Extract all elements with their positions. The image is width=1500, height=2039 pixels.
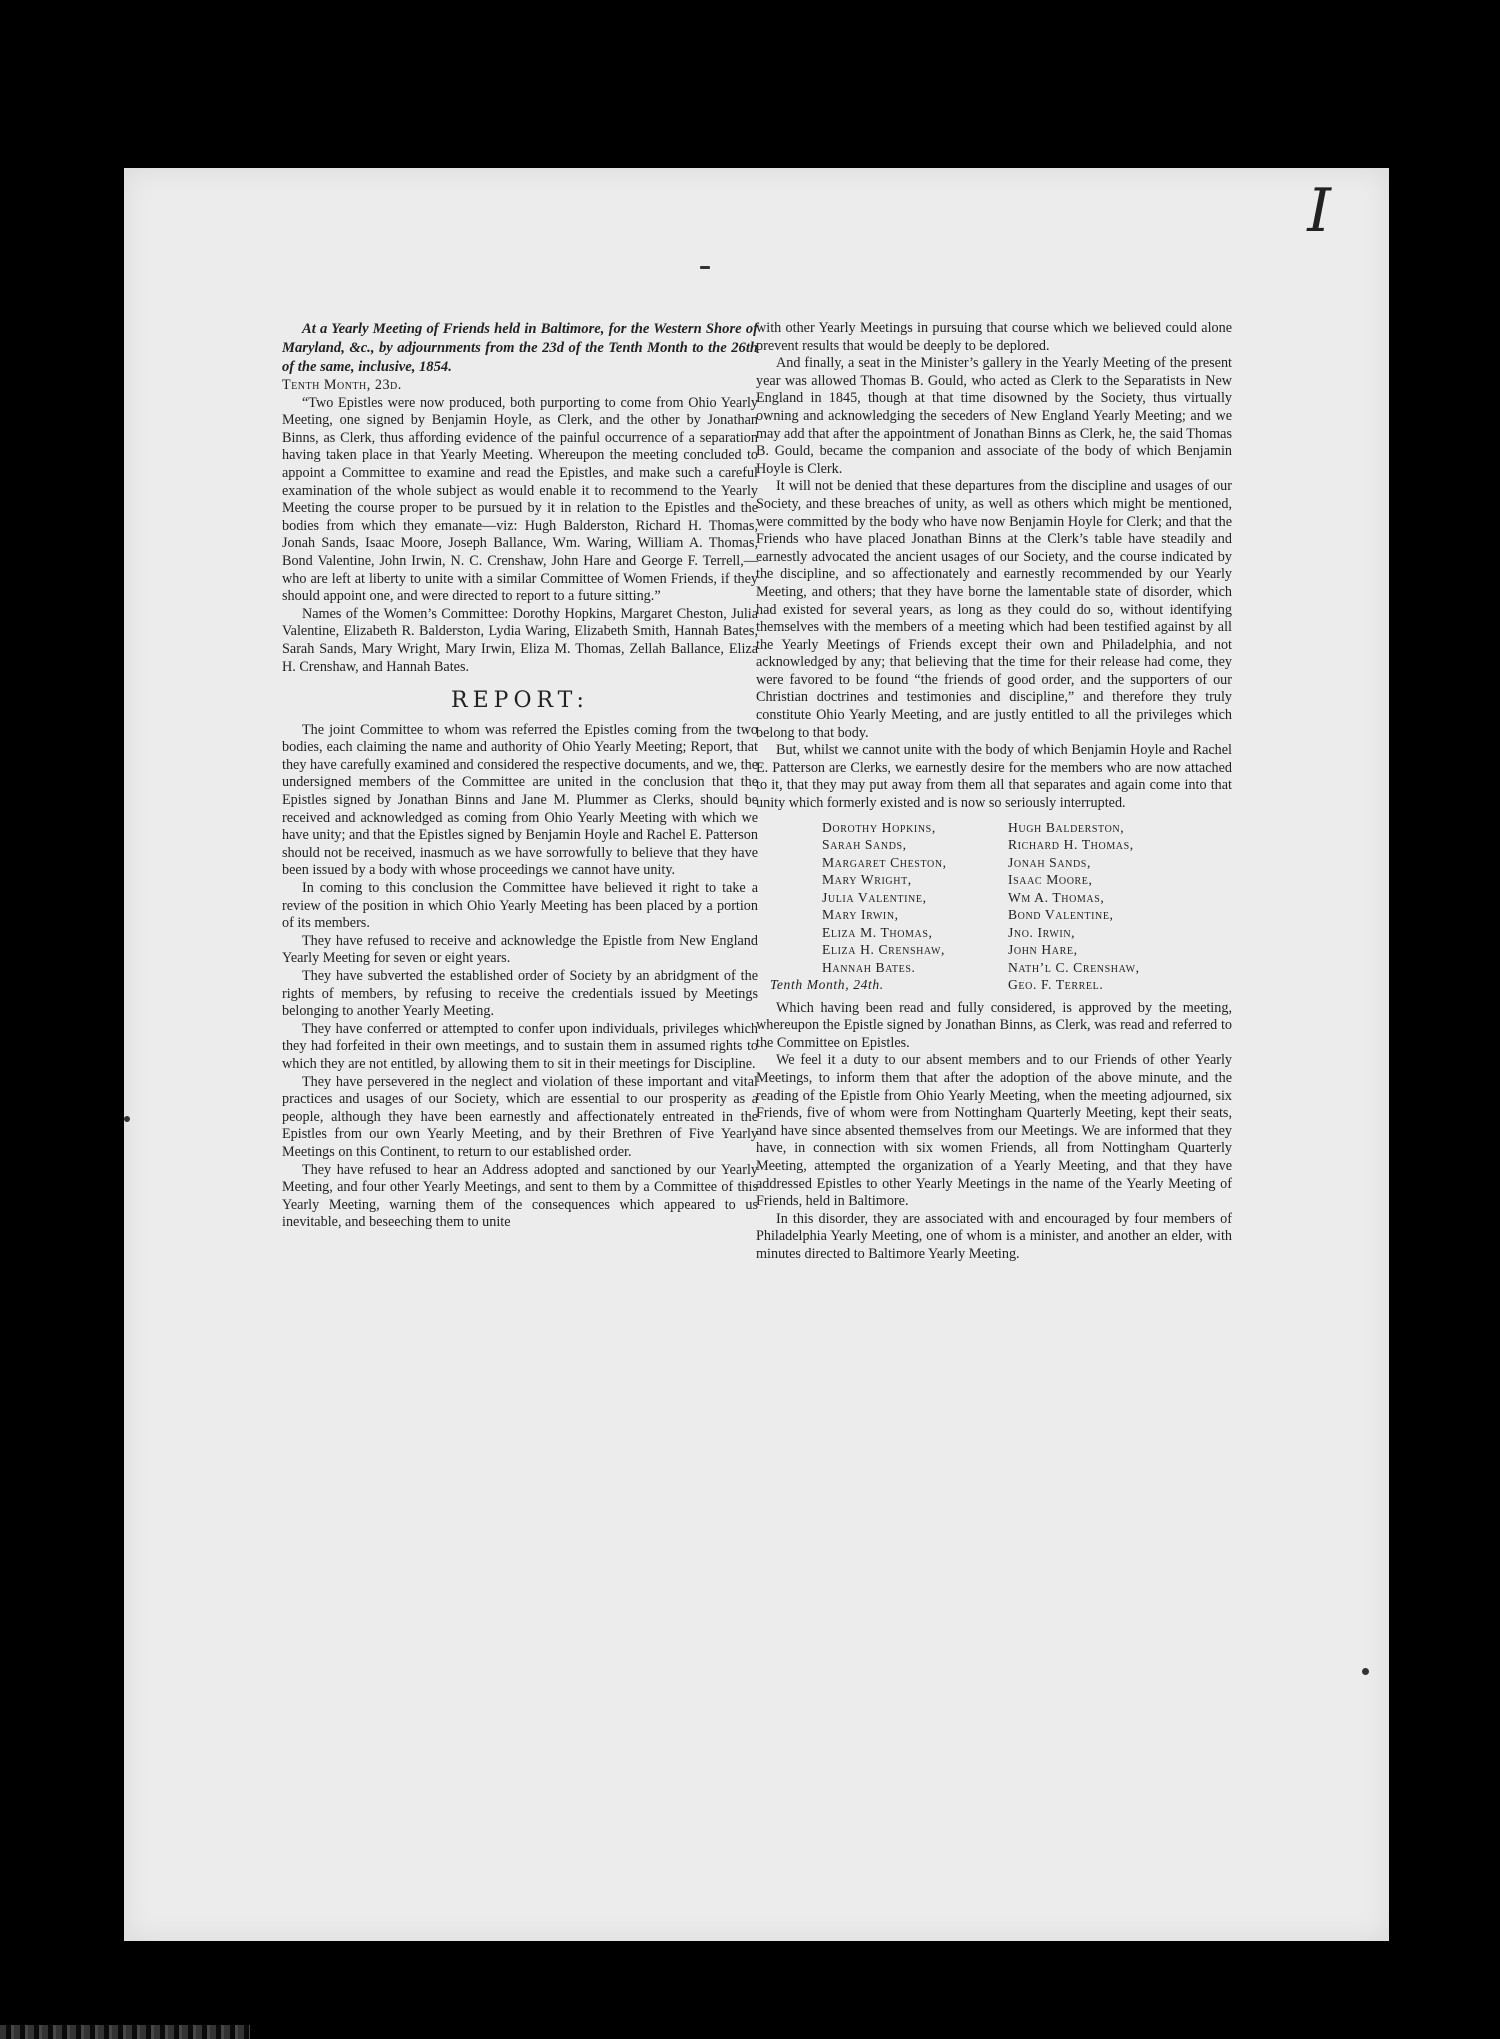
document-heading: At a Yearly Meeting of Friends held in Baltimore, for the Western Shore of Maryland, &c., by adjournments from the 23d of the Tenth Month to the 26th of the same, inclusive, 1854. [282,321,758,375]
paragraph: In this disorder, they are associated with and encouraged by four members of Philadelphia Yearly Meeting, one of whom is a minister, and another an elder, with minutes directed to Baltimore Yearly Meeting. [756,1210,1232,1262]
paragraph: And finally, a seat in the Minister’s gallery in the Yearly Meeting of the present year was allowed Thomas B. Gould, who acted as Clerk to the Separatists in New England in 1845, though at that time disowned by the Society, thus virtually owning and acknowledging the seceders of New England Yearly Meeting; and we may add that after the appointment of Jonathan Binns as Clerk, he, the said Thomas B. Gould, became the companion and associate of the body of which Benjamin Hoyle is Clerk. [756,355,1232,477]
signer-name: Hugh Balderston, [1008,819,1125,835]
paragraph: They have refused to receive and acknowledge the Epistle from New England Yearly Meeting for seven or eight years. [282,932,758,967]
signer-name: Mary Irwin, [822,907,899,923]
signer-name: Wm A. Thomas, [1008,889,1105,905]
paragraph: They have refused to hear an Address adopted and sanctioned by our Yearly Meeting, and four other Yearly Meetings, and sent to them by a Committee of this Yearly Meeting, warning them of the consequences which appeared to us inevitable, and beseeching them to unite [282,1161,758,1231]
paragraph: The joint Committee to whom was referred the Epistles coming from the two bodies, each claiming the name and authority of Ohio Yearly Meeting; Report, that they have carefully examined and considered the respective documents, and we, the undersigned members of the Committee are united in the conclusion that the Epistles signed by Jonathan Binns and Jane M. Plummer as Clerks, should be received and acknowledged as coming from Ohio Yearly Meeting with which we have unity; and that the Epistles signed by Benjamin Hoyle and Rachel E. Patterson should not be received, inasmuch as we have sorrowfully to believe that they have been issued by a body with whose proceedings we cannot have unity. [282,721,758,879]
ink-speck [1362,1668,1369,1675]
paragraph: They have conferred or attempted to confer upon individuals, privileges which they had forfeited in their own meetings, and to sustain them in assumed rights to which they are not entitled, by allowing them to sit in their meetings for Discipline. [282,1020,758,1072]
signer-name: Jonah Sands, [1008,854,1091,870]
signer-name: Sarah Sands, [822,837,907,853]
signer-name: Jno. Irwin, [1008,924,1076,940]
signer-name: Dorothy Hopkins, [822,819,936,835]
signer-name: Hannah Bates. [822,959,916,975]
paragraph: In coming to this conclusion the Committee have believed it right to take a review of the position in which Ohio Yearly Meeting has been placed by a portion of its members. [282,880,758,932]
paragraph: Names of the Women’s Committee: Dorothy Hopkins, Margaret Cheston, Julia Valentine, Elizabeth R. Balderston, Lydia Waring, Elizabeth Smith, Hannah Bates, Sarah Sands, Mary Wright, Mary Irwin, Eliza M. Thomas, Zellah Ballance, Eliza H. Crenshaw, and Hannah Bates. [282,605,758,675]
signer-name: Geo. F. Terrel. [1008,977,1104,993]
signers-women [770,819,978,994]
signer-name: Mary Wright, [822,872,912,888]
scan-edge-strip [0,2025,250,2039]
signer-name: Bond Valentine, [1008,907,1114,923]
signers-men [1008,819,1218,994]
signed-date: Tenth Month, 24th. [770,977,884,993]
signer-name: Julia Valentine, [822,889,927,905]
signer-name: Eliza M. Thomas, [822,924,933,940]
date-line: Tenth Month, 23d. [282,377,402,393]
signer-name: Nath’l C. Crenshaw, [1008,959,1140,975]
paragraph: with other Yearly Meetings in pursuing that course which we believed could alone prevent results that would be deeply to be deplored. [756,320,1232,354]
signatories [756,819,1232,994]
signer-name: Margaret Cheston, [822,854,947,870]
report-title: REPORT: [451,688,589,714]
paragraph: It will not be denied that these departures from the discipline and usages of our Society, and these breaches of unity, as well as others which might be mentioned, were committed by the body who have now Benjamin Hoyle for Clerk; and that the Friends who have placed Jonathan Binns at the Clerk’s table have steadily and earnestly advocated the ancient usages of our Society, and the course indicated by the discipline, and so affectionately and earnestly recommended by our Yearly Meeting, and others; that they have borne the lamentable state of disorder, which had existed for several years, as long as they could do so, without identifying themselves with the members of a meeting which had been testified against by all the Yearly Meetings of Friends except their own and Philadelphia, and not acknowledged by any; that believing that the time for their release had come, they were favored to be found “the friends of good order, and the supporters of our Christian doctrines and testimonies and discipline,” and therefore they truly constitute Ohio Yearly Meeting, and are justly entitled to all the privileges which belong to that body. [756,478,1232,741]
ink-speck [700,266,710,269]
paragraph: “Two Epistles were now produced, both purporting to come from Ohio Yearly Meeting, one signed by Benjamin Hoyle, as Clerk, and the other by Jonathan Binns, as Clerk, thus affording evidence of the painful occurrence of a separation having taken place in that Yearly Meeting. Whereupon the meeting concluded to appoint a Committee to examine and read the Epistles, and make such a careful examination of the whole subject as would enable it to recommend to the Yearly Meeting the course proper to be pursued by it in relation to the Epistles and the bodies from which they emanate—viz: Hugh Balderston, Richard H. Thomas, Jonah Sands, Isaac Moore, Joseph Ballance, Wm. Waring, William A. Thomas, Bond Valentine, John Irwin, N. C. Crenshaw, John Hare and George F. Terrell,—who are left at liberty to unite with a similar Committee of Women Friends, if they should appoint one, and were directed to report to a future sitting.” [282,394,758,605]
paragraph: But, whilst we cannot unite with the body of which Benjamin Hoyle and Rachel E. Patterson are Clerks, we earnestly desire for the members who are now attached to it, that they may put away from them all that separates and again come into that unity which formerly existed and is now so seriously interrupted. [756,742,1232,812]
signer-name: Isaac Moore, [1008,872,1093,888]
right-column [756,320,1232,1264]
paragraph: We feel it a duty to our absent members and to our Friends of other Yearly Meetings, to inform them that after the adoption of the above minute, and the reading of the Epistle from Ohio Yearly Meeting, when the meeting adjourned, six Friends, five of whom were from Nottingham Quarterly Meeting, kept their seats, and have since absented themselves from our Meetings. We are informed that they have, in connection with six women Friends, all from Nottingham Quarterly Meeting, attempted the organization of a Yearly Meeting, and that they have addressed Epistles to other Yearly Meetings in the name of the Yearly Meeting of Friends, held in Baltimore. [756,1052,1232,1210]
paragraph: They have persevered in the neglect and violation of these important and vital practices and usages of our Society, which are essential to our prosperity as a people, although they have been earnestly and affectionately entreated in the Epistles from our own Yearly Meeting, and by their Brethren of Five Yearly Meetings on this Continent, to return to our established order. [282,1073,758,1160]
signer-name: Eliza H. Crenshaw, [822,942,945,958]
document-page [124,168,1389,1941]
paragraph: Which having been read and fully considered, is approved by the meeting, whereupon the Epistle signed by Jonathan Binns, as Clerk, was read and referred to the Committee on Epistles. [756,999,1232,1051]
page-number-mark: I [1307,176,1331,246]
ink-speck [124,1116,130,1122]
paragraph: They have subverted the established order of Society by an abridgment of the rights of members, by refusing to receive the credentials issued by Meetings belonging to another Yearly Meeting. [282,968,758,1020]
left-column [282,320,758,1232]
signer-name: Richard H. Thomas, [1008,837,1134,853]
signer-name: John Hare, [1008,942,1078,958]
